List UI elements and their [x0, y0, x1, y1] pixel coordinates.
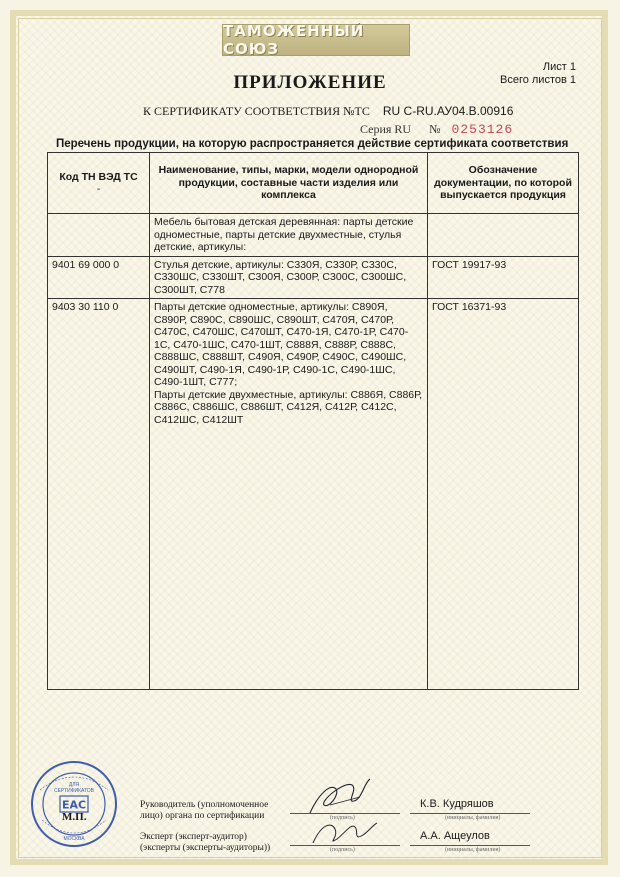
row-doc: [428, 214, 579, 257]
row-doc: ГОСТ 16371-93: [428, 299, 579, 690]
expert-name: А.А. Ащеулов: [420, 830, 490, 842]
head-label-line-2: лицо) органа по сертификации: [140, 811, 265, 821]
header-code: [48, 153, 150, 214]
sheet-number: Лист 1: [542, 61, 576, 73]
page-title: ПРИЛОЖЕНИЕ: [233, 72, 387, 93]
customs-union-banner: ТАМОЖЕННЫЙ СОЮЗ: [222, 24, 410, 56]
series-label: Серия: [360, 122, 392, 136]
stamp-city: МОСКВА: [63, 836, 85, 842]
head-signature-icon: [300, 775, 390, 820]
row-name-double-desks: Парты детские двухместные, артикулы: С886Я, С886Р, С886С, С886ШС, С886ШТ, С412Я, С412Р, С412С, С412ШС, С412ШТ: [154, 388, 423, 426]
certificate-prefix: К СЕРТИФИКАТУ СООТВЕТСТВИЯ: [143, 104, 341, 118]
expert-label-line-1: Эксперт (эксперт-аудитор): [140, 832, 247, 842]
stamp-inner-text-1: ДЛЯ: [68, 782, 80, 788]
row-name: [150, 299, 428, 690]
table-row: [48, 256, 579, 299]
head-name-line: [410, 813, 530, 814]
certificate-tc-label: №ТС: [343, 104, 370, 118]
table-header-row: [48, 153, 579, 214]
head-initials-hint: (инициалы, фамилия): [445, 815, 501, 821]
expert-name-line: [410, 845, 530, 846]
series-value: RU: [394, 122, 412, 136]
row-code: 9403 30 110 0: [48, 299, 150, 690]
row-code: [48, 214, 150, 257]
header-code-mark: -: [96, 183, 101, 195]
certificate-number: RU C-RU.АУ04.В.00916: [382, 104, 514, 118]
sheet-total: Всего листов 1: [499, 74, 576, 86]
certification-stamp: [30, 760, 118, 848]
expert-signature-icon: [305, 815, 385, 850]
row-code: 9401 69 000 0: [48, 256, 150, 299]
head-label-line-1: Руководитель (уполномоченное: [140, 800, 269, 810]
certificate-reference: [143, 104, 513, 119]
series-no-label: №: [429, 122, 441, 136]
stamp-inner-text-2: СЕРТИФИКАТОВ: [53, 788, 95, 794]
expert-label: [140, 832, 270, 854]
header-doc: Обозначение документации, по которой выпускается продукция: [428, 153, 579, 214]
table-row: [48, 299, 579, 690]
head-name: К.В. Кудряшов: [420, 798, 494, 810]
expert-initials-hint: (инициалы, фамилия): [445, 847, 501, 853]
expert-signature-hint: (подпись): [330, 847, 355, 853]
head-signature-hint: (подпись): [330, 815, 355, 821]
row-name: Стулья детские, артикулы: С330Я, С330Р, С330С, С330ШС, С330ШТ, С300Я, С300Р, С300С, С300ШС, С300ШТ, С778: [150, 256, 428, 299]
row-name: Мебель бытовая детская деревянная: парты детские одноместные, парты детские двухместные, стулья детские, артикулы:: [150, 214, 428, 257]
header-name: Наименование, типы, марки, модели однородной продукции, составные части изделия или комплекса: [150, 153, 428, 214]
product-list-heading: Перечень продукции, на которую распространяется действие сертификата соответствия: [56, 138, 569, 150]
row-name-single-desks: Парты детские одноместные, артикулы: С890Я, С890Р, С890С, С890ШС, С890ШТ, С470Я, С470Р, С470С, С470ШС, С470ШТ, С470-1Я, С470-1Р, С470-1С, С470-1ШС, С470-1ШТ, С888Я, С888Р, С888С, С888ШС, С888ШТ, С490Я, С490Р, С490С, С490ШС, С490ШТ, С490-1Я, С490-1Р, С490-1С, С490-1ШС, С490-1ШТ, С777;: [154, 301, 409, 388]
stamp-eac-logo: ЕАС: [61, 798, 87, 812]
expert-label-line-2: (эксперты (эксперты-аудиторы)): [140, 843, 271, 853]
header-code-label: Код ТН ВЭД ТС: [59, 170, 138, 183]
seal-place-label: М.П.: [62, 811, 87, 823]
product-table: [47, 152, 579, 690]
series-line: [360, 122, 513, 137]
head-label: [140, 800, 268, 822]
table-row: [48, 214, 579, 257]
serial-number: 0253126: [451, 122, 514, 137]
row-doc: ГОСТ 19917-93: [428, 256, 579, 299]
